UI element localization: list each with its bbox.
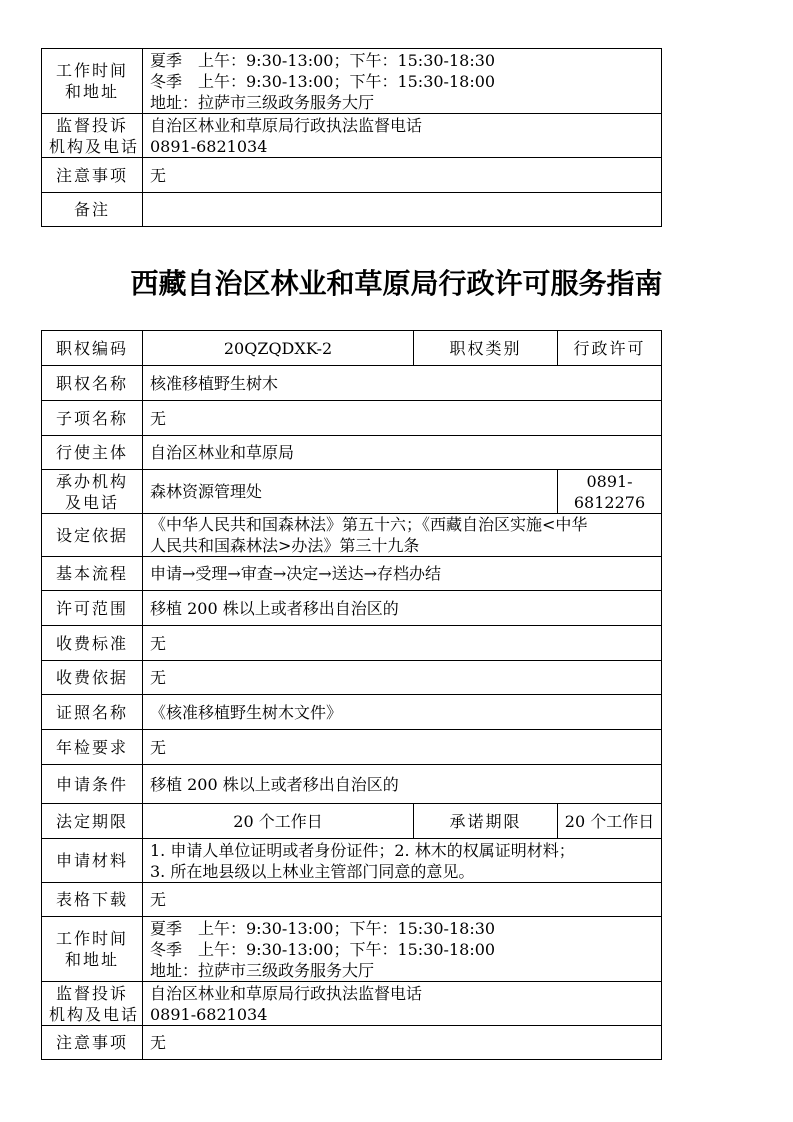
label-handler: 承办机构 及电话 [42, 470, 143, 514]
row-subitem [42, 401, 662, 436]
row-conditions [42, 765, 662, 804]
address: 地址：拉萨市三级政务服务大厅 [150, 92, 375, 112]
row-handler [42, 470, 662, 514]
page-title: 西藏自治区林业和草原局行政许可服务指南 [130, 267, 663, 300]
label-name: 职权名称 [42, 366, 143, 401]
row-notes [42, 158, 662, 193]
winter-hours: 冬季 上午：9:30-13:00；下午：15:30-18:00 [150, 71, 496, 91]
label-annual-check: 年检要求 [42, 730, 143, 765]
summer-hours: 夏季 上午：9:30-13:00；下午：15:30-18:30 [150, 50, 496, 70]
winter-hours: 冬季 上午：9:30-13:00；下午：15:30-18:00 [150, 939, 496, 959]
value-certificate: 《核准移植野生树木文件》 [143, 695, 662, 730]
label-fee-basis: 收费依据 [42, 661, 143, 695]
value-code: 20QZQDXK-2 [143, 331, 414, 366]
row-notes-main [42, 1026, 662, 1060]
label-fee-standard: 收费标准 [42, 626, 143, 661]
label-promise: 承诺期限 [414, 804, 558, 839]
value-materials: 1. 申请人单位证明或者身份证件；2. 林木的权属证明材料； 3. 所在地县级以上林业主管部门同意的意见。 [143, 839, 662, 883]
value-notes-main: 无 [143, 1026, 662, 1060]
label-code: 职权编码 [42, 331, 143, 366]
value-promise: 20 个工作日 [558, 804, 662, 839]
value-annual-check: 无 [143, 730, 662, 765]
summer-hours: 夏季 上午：9:30-13:00；下午：15:30-18:30 [150, 918, 496, 938]
value-handler-phone: 0891-6812276 [558, 470, 662, 514]
row-supervision [42, 114, 662, 158]
row-work-time-main [42, 917, 662, 982]
row-annual-check [42, 730, 662, 765]
row-fee-basis [42, 661, 662, 695]
top-table [41, 48, 662, 227]
value-subitem: 无 [143, 401, 662, 436]
value-basis: 《中华人民共和国森林法》第五十六；《西藏自治区实施<中华 人民共和国森林法>办法》第三十九条 [143, 514, 662, 557]
value-supervision-main: 自治区林业和草原局行政执法监督电话 0891-6821034 [143, 982, 662, 1026]
address: 地址：拉萨市三级政务服务大厅 [150, 960, 375, 980]
value-notes: 无 [143, 158, 662, 193]
value-deadline: 20 个工作日 [143, 804, 414, 839]
value-process: 申请→受理→审查→决定→送达→存档办结 [143, 557, 662, 591]
value-fee-standard: 无 [143, 626, 662, 661]
row-code [42, 331, 662, 366]
value-fee-basis: 无 [143, 661, 662, 695]
row-basis [42, 514, 662, 557]
row-form-download [42, 883, 662, 917]
value-conditions: 移植 200 株以上或者移出自治区的 [143, 765, 662, 804]
label-remarks: 备注 [42, 193, 143, 227]
row-deadline [42, 804, 662, 839]
label-work-time-main: 工作时间 和地址 [42, 917, 143, 982]
row-supervision-main [42, 982, 662, 1026]
label-certificate: 证照名称 [42, 695, 143, 730]
label-deadline: 法定期限 [42, 804, 143, 839]
label-form-download: 表格下载 [42, 883, 143, 917]
value-category: 行政许可 [558, 331, 662, 366]
value-work-time-main [143, 917, 662, 982]
row-subject [42, 436, 662, 470]
label-conditions: 申请条件 [42, 765, 143, 804]
row-fee-standard [42, 626, 662, 661]
value-form-download: 无 [143, 883, 662, 917]
row-work-time [42, 49, 662, 114]
label-supervision-main: 监督投诉 机构及电话 [42, 982, 143, 1026]
label-notes: 注意事项 [42, 158, 143, 193]
service-guide-table [41, 330, 662, 1060]
label-category: 职权类别 [414, 331, 558, 366]
label-subject: 行使主体 [42, 436, 143, 470]
label-scope: 许可范围 [42, 591, 143, 626]
label-notes-main: 注意事项 [42, 1026, 143, 1060]
label-work-time: 工作时间 和地址 [42, 49, 143, 114]
row-process [42, 557, 662, 591]
value-name: 核准移植野生树木 [143, 366, 662, 401]
label-basis: 设定依据 [42, 514, 143, 557]
row-materials [42, 839, 662, 883]
label-supervision: 监督投诉 机构及电话 [42, 114, 143, 158]
value-supervision: 自治区林业和草原局行政执法监督电话 0891-6821034 [143, 114, 662, 158]
value-handler: 森林资源管理处 [143, 470, 558, 514]
label-process: 基本流程 [42, 557, 143, 591]
value-remarks [143, 193, 662, 227]
row-certificate [42, 695, 662, 730]
value-subject: 自治区林业和草原局 [143, 436, 662, 470]
value-work-time [143, 49, 662, 114]
label-subitem: 子项名称 [42, 401, 143, 436]
row-scope [42, 591, 662, 626]
label-materials: 申请材料 [42, 839, 143, 883]
row-name [42, 366, 662, 401]
value-scope: 移植 200 株以上或者移出自治区的 [143, 591, 662, 626]
row-remarks [42, 193, 662, 227]
